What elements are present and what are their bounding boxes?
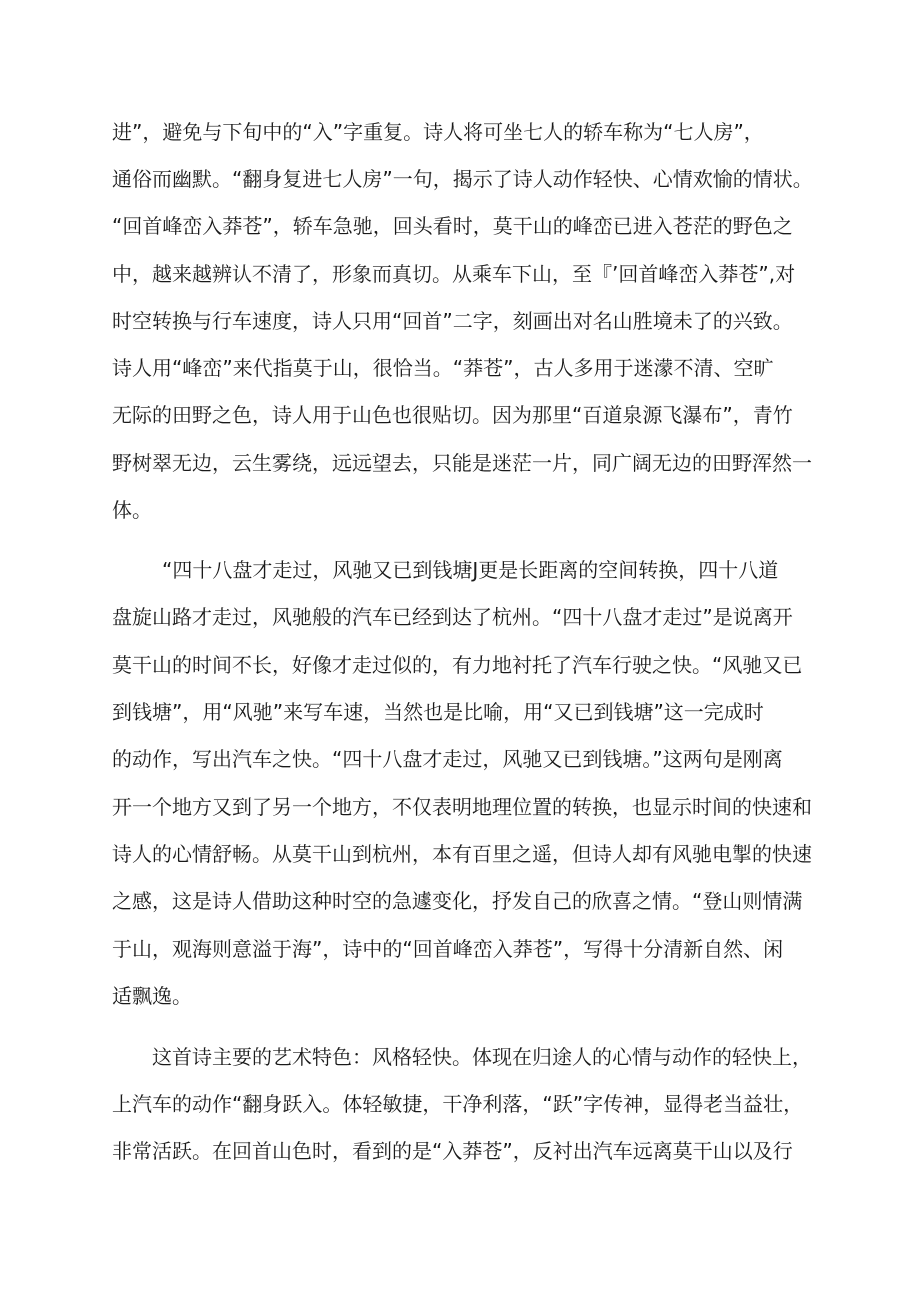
paragraph-first-line: “四十八盘才走过，风驰又已到钱塘J更是长距离的空间转换，四十八道 [162, 558, 779, 582]
text-line: 诗人的心情舒畅。从莫干山到杭州，本有百里之遥，但诗人却有风驰电掣的快速 [112, 842, 812, 866]
text-line: 野树翠无边，云生雾绕，远远望去，只能是迷茫一片，同广阔无边的田野浑然一 [112, 451, 812, 475]
text-line: 无际的田野之色，诗人用于山色也很贴切。因为那里“百道泉源飞瀑布”，青竹 [112, 403, 793, 427]
text-line: 非常活跃。在回首山色时，看到的是“入莽苍”，反衬出汽车远离莫干山以及行 [112, 1139, 793, 1163]
text-line: 体。 [112, 498, 152, 522]
text-line: 进”，避免与下旬中的“入”字重复。诗人将可坐七人的轿车称为“七人房”， [112, 120, 764, 144]
text-line: 通俗而幽默。“翻身复进七人房”一句，揭示了诗人动作轻快、心情欢愉的情状。 [112, 167, 813, 191]
text-line: 于山，观海则意溢于海”，诗中的“回首峰峦入莽苍”，写得十分清新自然、闲 [112, 937, 784, 961]
text-line: 之感，这是诗人借助这种时空的急遽变化，抒发自己的欣喜之情。“登山则情满 [112, 889, 803, 913]
text-line: “回首峰峦入莽苍”，轿车急驰，回头看时，莫干山的峰峦已进入苍茫的野色之 [112, 214, 793, 238]
text-line: 上汽车的动作“翻身跃入。体轻敏捷，干净利落，“跃”字传神，显得老当益壮， [112, 1092, 804, 1116]
text-line: 到钱塘”，用“风驰”来写车速，当然也是比喻，用“又已到钱塘”这一完成时 [112, 700, 764, 724]
text-line: 中，越来越辨认不清了，形象而真切。从乘车下山，至『’回首峰峦入莽苍”,对 [112, 262, 796, 286]
text-line: 诗人用“峰峦”来代指莫于山，很恰当。“莽苍”，古人多用于迷濛不清、空旷 [112, 356, 774, 380]
text-line: 盘旋山路才走过，风驰般的汽车已经到达了杭州。“四十八盘才走过”是说离开 [112, 605, 793, 629]
text-line: 时空转换与行车速度，诗人只用“回首”二字，刻画出对名山胜境未了的兴致。 [112, 309, 793, 333]
text-line: 莫干山的时间不长，好像才走过似的，有力地衬托了汽车行驶之快。“风驰又已 [112, 653, 803, 677]
text-line: 开一个地方又到了另一个地方，不仅表明地理位置的转换，也显示时间的快速和 [112, 795, 812, 819]
text-line: 适飘逸。 [112, 984, 192, 1008]
text-line: 的动作，写出汽车之快。“四十八盘才走过，风驰又已到钱塘。”这两句是刚离 [112, 747, 783, 771]
paragraph-first-line: 这首诗主要的艺术特色：风格轻快。体现在归途人的心情与动作的轻快上， [152, 1045, 812, 1069]
